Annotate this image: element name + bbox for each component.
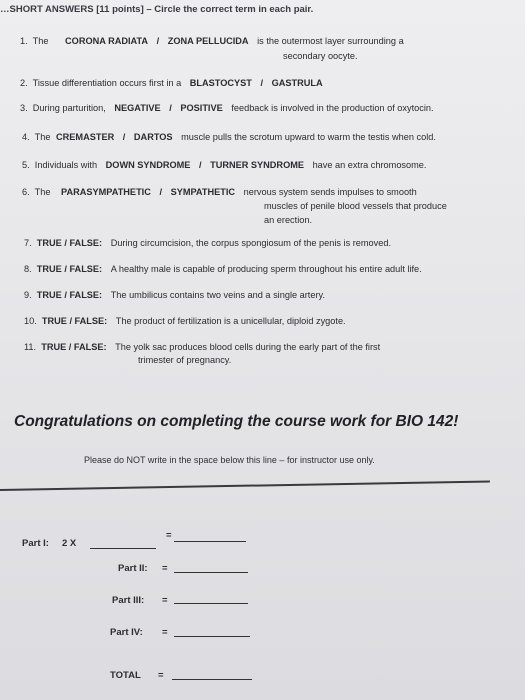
- question-6: 6. The PARASYMPATHETIC / SYMPATHETIC nervous system sends impulses to smooth: [22, 187, 417, 197]
- option-sympathetic[interactable]: SYMPATHETIC: [170, 187, 236, 197]
- question-3: 3. During parturition, NEGATIVE / POSITIVE feedback is involved in the production of oxytocin.: [20, 103, 434, 113]
- part1-label: Part I:: [22, 538, 49, 549]
- total-score-blank[interactable]: [172, 679, 252, 680]
- part4-score-blank[interactable]: [174, 636, 250, 637]
- question-7: 7. TRUE / FALSE: During circumcision, the corpus spongiosum of the penis is removed.: [24, 238, 392, 248]
- instructor-note: Please do NOT write in the space below this line – for instructor use only.: [84, 455, 375, 465]
- question-4: 4. The CREMASTER / DARTOS muscle pulls the scrotum upward to warm the testis when cold.: [22, 132, 436, 142]
- option-negative[interactable]: NEGATIVE: [114, 103, 161, 113]
- question-2: 2. Tissue differentiation occurs first in a BLASTOCYST / GASTRULA: [20, 78, 323, 88]
- part1-equals: =: [166, 530, 172, 541]
- option-dartos[interactable]: DARTOS: [133, 132, 173, 142]
- section-header: …SHORT ANSWERS [11 points] – Circle the correct term in each pair.: [0, 4, 314, 15]
- option-turner-syndrome[interactable]: TURNER SYNDROME: [210, 160, 304, 170]
- question-10: 10. TRUE / FALSE: The product of fertilization is a unicellular, diploid zygote.: [24, 316, 346, 326]
- instructor-divider-line: [0, 480, 490, 491]
- question-5: 5. Individuals with DOWN SYNDROME / TURNER SYNDROME have an extra chromosome.: [22, 160, 427, 170]
- true-false-choice[interactable]: TRUE / FALSE:: [36, 264, 103, 274]
- question-1-cont: secondary oocyte.: [283, 51, 358, 61]
- part1-score-blank[interactable]: [174, 541, 246, 542]
- option-cremaster[interactable]: CREMASTER: [56, 132, 115, 142]
- part1-raw-blank[interactable]: [90, 548, 156, 549]
- total-equals: =: [158, 670, 164, 681]
- true-false-choice[interactable]: TRUE / FALSE:: [41, 342, 107, 352]
- option-positive[interactable]: POSITIVE: [180, 103, 223, 113]
- part2-score-blank[interactable]: [174, 572, 248, 573]
- true-false-choice[interactable]: TRUE / FALSE:: [36, 290, 103, 300]
- question-11-cont: trimester of pregnancy.: [138, 355, 232, 365]
- option-parasympathetic[interactable]: PARASYMPATHETIC: [61, 187, 151, 197]
- part1-multiplier: 2 X: [62, 538, 77, 549]
- part4-equals: =: [162, 627, 168, 638]
- question-11: 11. TRUE / FALSE: The yolk sac produces blood cells during the early part of the first: [24, 342, 381, 352]
- option-blastocyst[interactable]: BLASTOCYST: [189, 78, 252, 88]
- option-zona-pellucida[interactable]: ZONA PELLUCIDA: [167, 36, 249, 46]
- part3-label: Part III:: [112, 595, 145, 606]
- option-gastrula[interactable]: GASTRULA: [271, 78, 323, 88]
- part3-equals: =: [162, 595, 168, 606]
- true-false-choice[interactable]: TRUE / FALSE:: [41, 316, 108, 326]
- total-label: TOTAL: [110, 670, 141, 681]
- option-down-syndrome[interactable]: DOWN SYNDROME: [105, 160, 191, 170]
- part4-label: Part IV:: [110, 627, 143, 638]
- part3-score-blank[interactable]: [174, 603, 248, 604]
- option-corona-radiata[interactable]: CORONA RADIATA: [65, 36, 149, 46]
- part2-label: Part II:: [118, 563, 148, 574]
- part2-equals: =: [162, 563, 168, 574]
- question-8: 8. TRUE / FALSE: A healthy male is capable of producing sperm throughout his entire adult life.: [24, 264, 422, 274]
- question-9: 9. TRUE / FALSE: The umbilicus contains two veins and a single artery.: [24, 290, 325, 300]
- true-false-choice[interactable]: TRUE / FALSE:: [36, 238, 103, 248]
- question-1: 1. The CORONA RADIATA / ZONA PELLUCIDA is the outermost layer surrounding a: [20, 36, 404, 46]
- congratulations-heading: Congratulations on completing the course work for BIO 142!: [14, 413, 459, 430]
- question-6-cont2: an erection.: [264, 215, 313, 225]
- question-6-cont: muscles of penile blood vessels that produce: [264, 201, 447, 211]
